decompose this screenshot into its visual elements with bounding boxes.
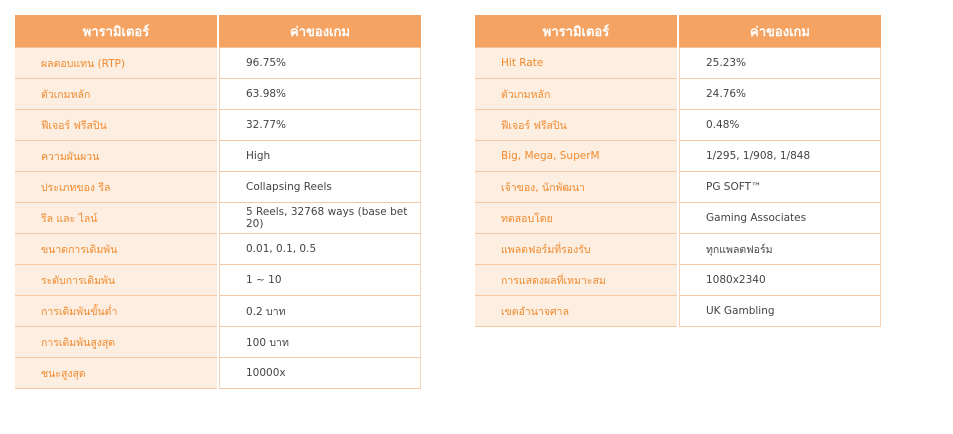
- parameter-cell: ฟีเจอร์ ฟรีสปิน: [15, 110, 217, 141]
- parameter-cell: การเดิมพันสูงสุด: [15, 327, 217, 358]
- table-row: [475, 234, 881, 265]
- table-row: [15, 265, 421, 296]
- table-row: [15, 203, 421, 234]
- table-row: [15, 358, 421, 389]
- value-cell: Gaming Associates: [679, 203, 881, 234]
- value-cell: UK Gambling: [679, 296, 881, 327]
- parameter-cell: ระดับการเดิมพัน: [15, 265, 217, 296]
- table-row: [475, 79, 881, 110]
- parameter-cell: การแสดงผลที่เหมาะสม: [475, 265, 677, 296]
- parameter-cell: ขนาดการเดิมพัน: [15, 234, 217, 265]
- table-row: [15, 327, 421, 358]
- value-cell: PG SOFT™: [679, 172, 881, 203]
- value-cell: 10000x: [219, 358, 421, 389]
- value-cell: High: [219, 141, 421, 172]
- table-row: [475, 48, 881, 79]
- header-parameter: พารามิเตอร์: [15, 15, 217, 48]
- header-game-value: ค่าของเกม: [679, 15, 881, 48]
- parameter-cell: ชนะสูงสุด: [15, 358, 217, 389]
- value-cell: 1080x2340: [679, 265, 881, 296]
- table-row: [15, 172, 421, 203]
- value-cell: 0.01, 0.1, 0.5: [219, 234, 421, 265]
- header-parameter: พารามิเตอร์: [475, 15, 677, 48]
- table-row: [15, 234, 421, 265]
- table-row: [475, 141, 881, 172]
- parameter-cell: ตัวเกมหลัก: [15, 79, 217, 110]
- parameter-cell: รีล และ ไลน์: [15, 203, 217, 234]
- value-cell: 32.77%: [219, 110, 421, 141]
- parameter-cell: แพลตฟอร์มที่รองรับ: [475, 234, 677, 265]
- value-cell: 24.76%: [679, 79, 881, 110]
- table-row: [15, 141, 421, 172]
- table-row: [15, 110, 421, 141]
- table-row: [475, 110, 881, 141]
- value-cell: 63.98%: [219, 79, 421, 110]
- value-cell: 25.23%: [679, 48, 881, 79]
- table-row: [15, 296, 421, 327]
- value-cell: 100 บาท: [219, 327, 421, 358]
- parameter-cell: ผลตอบแทน (RTP): [15, 48, 217, 79]
- table-row: [475, 203, 881, 234]
- value-cell: 96.75%: [219, 48, 421, 79]
- parameter-cell: ความผันผวน: [15, 141, 217, 172]
- value-cell: 1/295, 1/908, 1/848: [679, 141, 881, 172]
- value-cell: Collapsing Reels: [219, 172, 421, 203]
- value-cell: 0.2 บาท: [219, 296, 421, 327]
- value-cell: 1 ~ 10: [219, 265, 421, 296]
- parameter-cell: เขตอำนาจศาล: [475, 296, 677, 327]
- parameter-cell: ทดสอบโดย: [475, 203, 677, 234]
- parameter-cell: ประเภทของ รีล: [15, 172, 217, 203]
- parameter-cell: การเดิมพันขั้นต่ำ: [15, 296, 217, 327]
- parameter-cell: เจ้าของ, นักพัฒนา: [475, 172, 677, 203]
- table-row: [475, 265, 881, 296]
- parameter-cell: ฟีเจอร์ ฟรีสปิน: [475, 110, 677, 141]
- parameters-table-left: [13, 15, 423, 389]
- parameters-table-right: [473, 15, 883, 327]
- table-header-row: [15, 15, 421, 48]
- value-cell: 0.48%: [679, 110, 881, 141]
- table-row: [475, 296, 881, 327]
- parameter-cell: Hit Rate: [475, 48, 677, 79]
- value-cell: 5 Reels, 32768 ways (base bet 20): [219, 203, 421, 234]
- table-row: [475, 172, 881, 203]
- header-game-value: ค่าของเกม: [219, 15, 421, 48]
- table-row: [15, 48, 421, 79]
- table-row: [15, 79, 421, 110]
- value-cell: ทุกแพลตฟอร์ม: [679, 234, 881, 265]
- table-header-row: [475, 15, 881, 48]
- parameter-cell: Big, Mega, SuperM: [475, 141, 677, 172]
- parameter-cell: ตัวเกมหลัก: [475, 79, 677, 110]
